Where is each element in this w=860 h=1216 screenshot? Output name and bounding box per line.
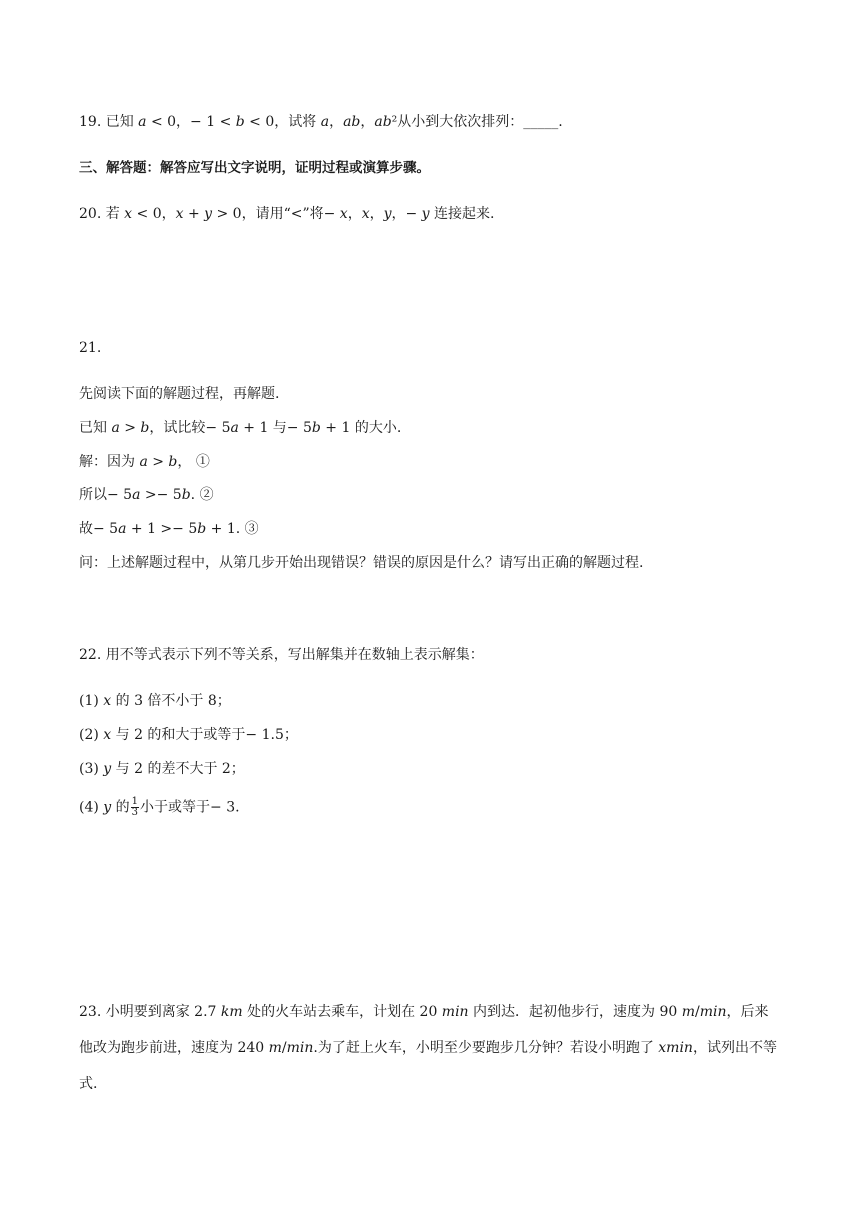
question-21-line-1: 先阅读下面的解题过程，再解题. <box>79 386 280 402</box>
question-22-item-4 <box>79 797 240 818</box>
item-4-suffix: 小于或等于− 3. <box>140 799 240 816</box>
fraction-one-third <box>131 797 139 818</box>
question-21-line-5: 故− 5𝑎 + 1 >− 5𝑏 + 1. ③ <box>79 521 259 537</box>
question-22-item-2: (2) 𝑥 与 2 的和大于或等于− 1.5； <box>79 727 298 743</box>
question-21-number: 21. <box>79 340 102 356</box>
question-23: 23. 小明要到离家 2.7 𝑘𝑚 处的火车站去乘车，计划在 20 𝑚𝑖𝑛 内到达．起初他步行，速度为 90 𝑚/𝑚𝑖𝑛，后来他改为跑步前进，速度为 240 𝑚/𝑚𝑖𝑛.为了赶上火车，小明至少要跑步几分钟？若设小明跑了 𝑥𝑚𝑖𝑛，试列出不等式. <box>79 1004 777 1092</box>
item-4-prefix: (4) 𝑦 的 <box>79 799 130 816</box>
question-21-line-2: 已知 𝑎 > 𝑏，试比较− 5𝑎 + 1 与− 5𝑏 + 1 的大小. <box>79 420 402 436</box>
fraction-numerator: 1 <box>131 796 139 807</box>
question-21-line-4: 所以− 5𝑎 >− 5𝑏. ② <box>79 487 214 503</box>
question-22-item-1: (1) 𝑥 的 3 倍不小于 8； <box>79 693 231 709</box>
section-heading-solve: 三、解答题：解答应写出文字说明，证明过程或演算步骤。 <box>79 160 430 176</box>
question-21-line-3: 解：因为 𝑎 > 𝑏， ① <box>79 454 210 470</box>
question-22-stem: 22. 用不等式表示下列不等关系，写出解集并在数轴上表示解集： <box>79 647 484 663</box>
question-19: 19. 已知 𝑎 < 0，− 1 < 𝑏 < 0，试将 𝑎，𝑎𝑏，𝑎𝑏²从小到大依次排列：_____. <box>79 114 563 130</box>
fraction-denominator: 3 <box>131 807 139 818</box>
question-20: 20. 若 𝑥 < 0，𝑥 + 𝑦 > 0，请用“<”将− 𝑥，𝑥，𝑦，− 𝑦 连接起来. <box>79 206 495 222</box>
question-21-line-6: 问：上述解题过程中，从第几步开始出现错误？错误的原因是什么？请写出正确的解题过程. <box>79 555 644 571</box>
question-22-item-3: (3) 𝑦 与 2 的差不大于 2； <box>79 761 245 777</box>
